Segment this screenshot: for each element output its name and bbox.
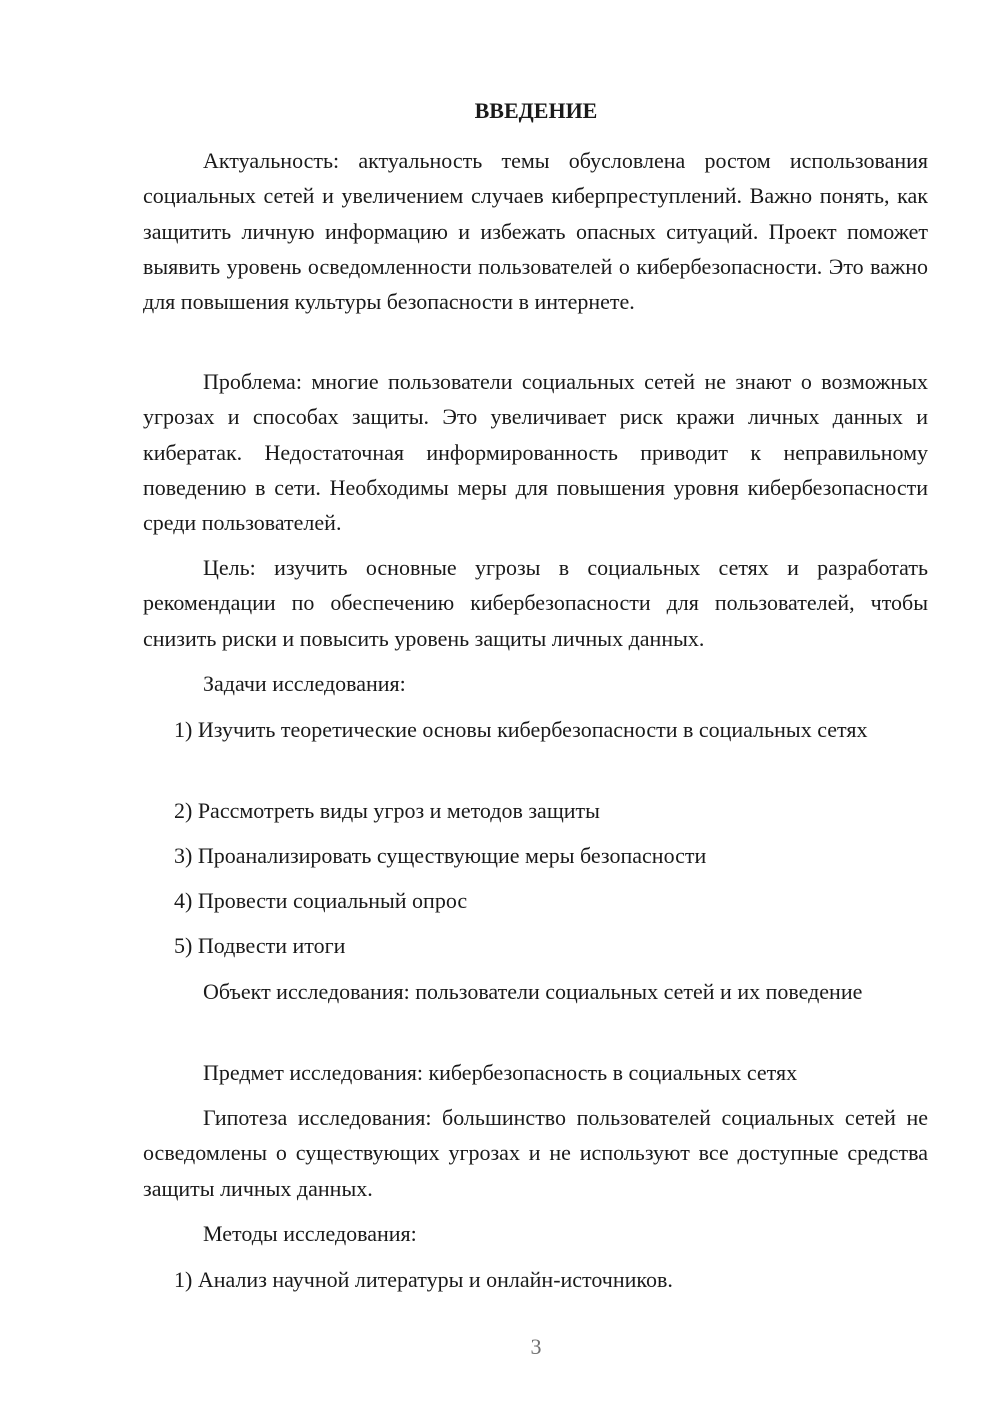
section-title: ВВЕДЕНИЕ: [474, 98, 598, 123]
task-item-1: 1) Изучить теоретические основы кибербезопасности в социальных сетях: [174, 717, 868, 742]
goal-paragraph: Цель: изучить основные угрозы в социальных сетях и разработать рекомендации по обеспечению кибербезопасности для пользователей, чтобы снизить риски и повысить уровень защиты личных данных.: [143, 555, 928, 651]
task-item-2: 2) Рассмотреть виды угроз и методов защиты: [174, 798, 600, 823]
methods-heading: Методы исследования:: [203, 1221, 417, 1246]
hypothesis-paragraph: Гипотеза исследования: большинство пользователей социальных сетей не осведомлены о существующих угрозах и не используют все доступные средства защиты личных данных.: [143, 1105, 928, 1201]
method-item-1: 1) Анализ научной литературы и онлайн-источников.: [174, 1267, 673, 1292]
relevance-paragraph: Актуальность: актуальность темы обусловлена ростом использования социальных сетей и увеличением случаев киберпреступлений. Важно понять, как защитить личную информацию и избежать опасных ситуаций. Проект поможет выявить уровень осведомленности пользователей о кибербезопасности. Это важно для повышения культуры безопасности в интернете.: [143, 148, 928, 315]
problem-paragraph: Проблема: многие пользователи социальных сетей не знают о возможных угрозах и способах защиты. Это увеличивает риск кражи личных данных и кибератак. Недостаточная информированность приводит к неправильному поведению в сети. Необходимы меры для повышения уровня кибербезопасности среди пользователей.: [143, 369, 928, 536]
task-item-4: 4) Провести социальный опрос: [174, 888, 468, 913]
subject-paragraph: Предмет исследования: кибербезопасность в социальных сетях: [203, 1060, 798, 1085]
tasks-heading: Задачи исследования:: [203, 671, 406, 696]
object-paragraph: Объект исследования: пользователи социальных сетей и их поведение: [203, 979, 863, 1004]
task-item-5: 5) Подвести итоги: [174, 933, 346, 958]
page-number: 3: [530, 1334, 542, 1359]
task-item-3: 3) Проанализировать существующие меры безопасности: [174, 843, 707, 868]
